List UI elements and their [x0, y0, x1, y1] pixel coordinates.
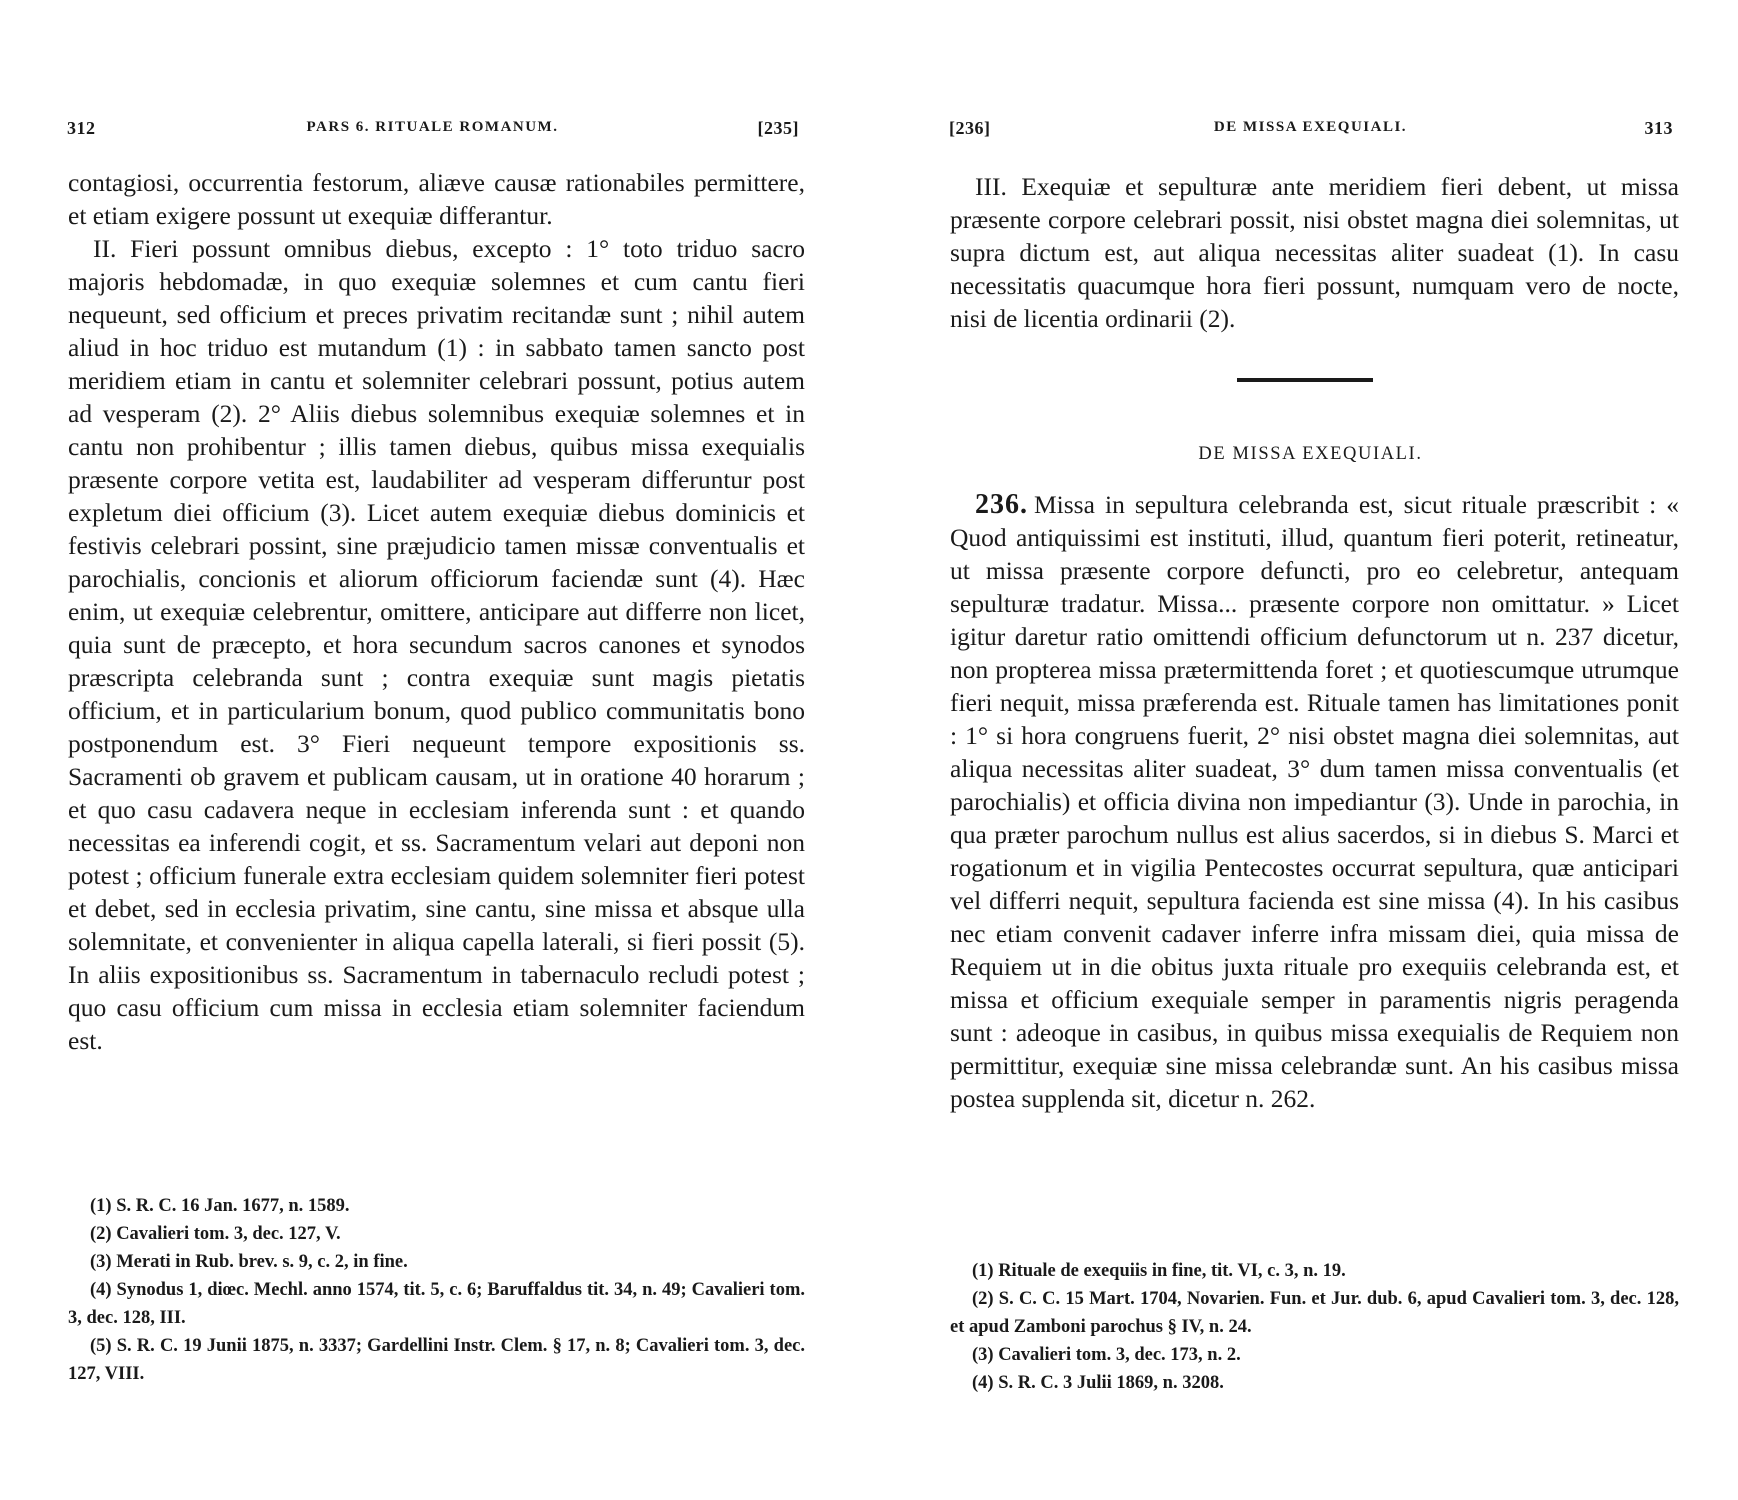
left-footnotes	[68, 1192, 805, 1388]
right-footnotes	[950, 1257, 1679, 1397]
paragraph-236	[950, 488, 1679, 1115]
right-footnote-1: (1) Rituale de exequiis in fine, tit. VI, c. 3, n. 19.	[972, 1261, 1346, 1281]
section-divider-rule	[1237, 378, 1373, 382]
right-running-head	[942, 118, 1679, 146]
right-main-body-text	[950, 488, 1679, 1115]
right-bracket-number: [236]	[949, 118, 991, 138]
left-page-number: 312	[67, 118, 96, 138]
right-footnote-3: (3) Cavalieri tom. 3, dec. 173, n. 2.	[972, 1345, 1241, 1365]
left-footnote-4: (4) Synodus 1, diœc. Mechl. anno 1574, tit. 5, c. 6; Baruffaldus tit. 34, n. 49; Cavalieri tom. 3, dec. 128, III.	[68, 1280, 805, 1328]
left-bracket-number: [235]	[757, 118, 799, 138]
right-paragraph-iii: III. Exequiæ et sepulturæ ante meridiem fieri debent, ut missa præsente corpore celebrari possit, nisi obstet magna diei solemnitas, ut supra dictum est, aut aliqua necessitas aliter suadeat (1). In casu necessitatis quacumque hora fieri possunt, numquam vero de nocte, nisi de licentia ordinarii (2).	[950, 172, 1679, 333]
left-footnote-3: (3) Merati in Rub. brev. s. 9, c. 2, in fine.	[90, 1252, 408, 1272]
left-body-text	[68, 166, 805, 1057]
section-title: DE MISSA EXEQUIALI.	[1198, 444, 1423, 464]
right-page-number: 313	[1644, 118, 1673, 138]
right-footnote-2: (2) S. C. C. 15 Mart. 1704, Novarien. Fun. et Jur. dub. 6, apud Cavalieri tom. 3, dec. 128, et apud Zamboni parochus § IV, n. 24.	[950, 1289, 1679, 1337]
left-footnote-1: (1) S. R. C. 16 Jan. 1677, n. 1589.	[90, 1196, 350, 1216]
left-paragraph-ii: II. Fieri possunt omnibus diebus, excepto : 1° toto triduo sacro majoris hebdomadæ, in quo exequiæ solemnes et cum cantu fieri nequeunt, sed officium et preces privatim recitandæ sunt ; nihil autem aliud in hoc triduo est mutandum (1) : in sabbato tamen sancto post meridiem etiam in cantu et solemniter celebrari possunt, potius autem ad vesperam (2). 2° Aliis diebus solemnibus exequiæ solemnes et in cantu non prohibentur ; illis tamen diebus, quibus missa exequialis præsente corpore vetita est, laudabiliter ad vesperam differuntur post expletum diei officium (3). Licet autem exequiæ diebus dominicis et festivis celebrari possint, sine præjudicio tamen missæ conventualis et parochialis, concionis et aliorum officiorum faciendæ sunt (4). Hæc enim, ut exequiæ celebrentur, omittere, anticipare aut differre non licet, quia sunt de præcepto, et hora secundum sacros canones et synodos præscripta celebranda sunt ; contra exequiæ sunt magis pietatis officium, et in particularium bonum, quod publico communitatis bono postponendum est. 3° Fieri nequeunt tempore expositionis ss. Sacramenti ob gravem et publicam causam, ut in oratione 40 horarum ; et quo casu cadavera neque in ecclesiam inferenda sunt : et quando necessitas ea inferendi cogit, et ss. Sacramentum velari aut deponi non potest ; officium funerale extra ecclesiam quidem solemniter fieri potest et debet, sed in ecclesia privatim, sine cantu, sine missa et absque ulla solemnitate, et convenienter in aliqua capella laterali, si fieri possit (5). In aliis expositionibus ss. Sacramentum in tabernaculo recludi potest ; quo casu officium cum missa in ecclesia etiam solemniter faciendum est.	[68, 234, 805, 1055]
left-footnote-5: (5) S. R. C. 19 Junii 1875, n. 3337; Gardellini Instr. Clem. § 17, n. 8; Cavalieri tom. 3, dec. 127, VIII.	[68, 1336, 805, 1384]
right-top-body-text	[950, 170, 1679, 335]
left-page	[60, 0, 805, 1500]
left-paragraph-continuation: contagiosi, occurrentia festorum, aliæve causæ rationabiles permittere, et etiam exigere possunt ut exequiæ differantur.	[68, 168, 805, 230]
left-running-head	[60, 118, 805, 146]
left-footnote-2: (2) Cavalieri tom. 3, dec. 127, V.	[90, 1224, 341, 1244]
left-running-title: PARS 6. RITUALE ROMANUM.	[306, 119, 559, 135]
right-page	[942, 0, 1679, 1500]
right-footnote-4: (4) S. R. C. 3 Julii 1869, n. 3208.	[972, 1373, 1224, 1393]
right-running-title: DE MISSA EXEQUIALI.	[1213, 119, 1408, 135]
paragraph-236-text: Missa in sepultura celebranda est, sicut rituale præscribit : « Quod antiquissimi est instituti, illud, quantum fieri poterit, retineatur, ut missa præsente corpore defuncti, pro eo celebretur, antequam sepulturæ tradatur. Missa... præsente corpore non omittatur. » Licet igitur daretur ratio omittendi officium defunctorum ut n. 237 dicetur, non propterea missa prætermittenda foret ; et quotiescumque utrumque fieri nequit, missa præferenda est. Rituale tamen has limitationes ponit : 1° si hora congruens fuerit, 2° nisi obstet magna diei solemnitas, aut aliqua necessitas aliter suadeat, 3° dum tamen missa conventualis (et parochialis) et officia divina non impediantur (3). Unde in parochia, in qua præter parochum nullus est alius sacerdos, si in diebus S. Marci et rogationum et in vigilia Pentecostes occurrat sepultura, quæ anticipari vel differri nequit, sepultura facienda est sine missa (4). In his casibus nec etiam convenit cadaver inferre infra missam diei, quia missa de Requiem ut in die obitus juxta rituale pro exequiis celebranda est, et missa et officium exequiale semper in paramentis nigris peragenda sunt : adeoque in casibus, in quibus missa exequialis de Requiem non permittitur, exequiæ sine missa celebrandæ sunt. An his casibus missa postea supplenda sit, dicetur n. 262.	[950, 490, 1679, 1113]
paragraph-number: 236.	[975, 489, 1028, 520]
